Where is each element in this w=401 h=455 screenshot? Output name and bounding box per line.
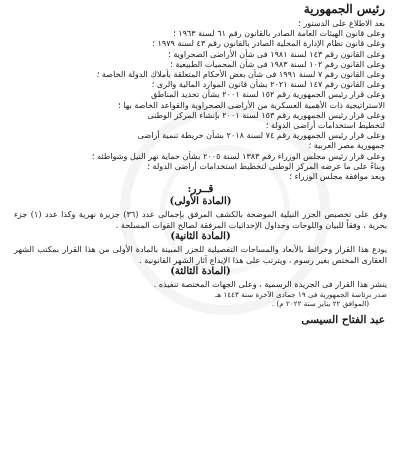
- article-text: ينشر هذا القرار فى الجريدة الرسمية ، وعلى الجهات المختصة تنفيذه .: [153, 279, 387, 290]
- preamble-line: بعد الاطلاع على الدستور ؛: [298, 18, 385, 28]
- preamble: [14, 18, 387, 181]
- article-text: وفق على تخصيص الجزر النيلية الموضحة بالكشف المرفق بإجمالى عدد (٣٦) جزيرة نهرية وكذا عدد (١) جزء بحرية ، وفقاً للبيان واللوحات وجداول الإحداثيات المرفقة لصالح القوات المسلحة .: [14, 209, 388, 230]
- decision-heading: قــرر:: [187, 183, 214, 196]
- preamble-line: وعلى القانون رقم ١٤٣ لسنة ١٩٨١ فى شأن الأراضى الصحراوية ؛: [168, 48, 385, 59]
- preamble-line: وعلى القانون رقم ١٠٢ لسنة ١٩٨٣ فى شأن المحميات الطبيعية ؛: [170, 58, 385, 69]
- gregorian-date: (الموافق ٢٢ يناير سنة ٢٠٢٢ م) .: [271, 299, 369, 309]
- preamble-line: وبناءً على ما عرضه المركز الوطنى لتخطيط استخدامات أراضى الدولة ؛: [147, 160, 385, 171]
- preamble-line: وعلى القانون رقم ٧ لسنة ١٩٩١ فى شأن بعض الأحكام المتعلقة بأملاك الدولة الخاصة ؛: [96, 69, 385, 80]
- preamble-line: الاستراتيجية ذات الأهمية العسكرية من الأراضى الصحراوية والقواعد الخاصة بها ؛: [118, 99, 385, 110]
- article-heading: (المادة الثالثة): [170, 266, 231, 278]
- preamble-line: جمهورية مصر العربية ؛: [308, 140, 385, 151]
- preamble-line: وعلى قانون نظام الإدارة المحلية الصادر بالقانون رقم ٤٣ لسنة ١٩٧٩ ؛: [152, 38, 385, 49]
- preamble-line: وعلى القانون رقم ١٤٧ لسنة ٢٠٢١ بشأن قانون الموارد المالية والرى ؛: [151, 79, 385, 90]
- preamble-line: وعلى قرار رئيس الجمهورية رقم ٧٤ لسنة ٢٠١٨ بشأن خريطة تنمية أراضى: [137, 130, 385, 141]
- article-heading: (المادة الثانية): [170, 231, 231, 243]
- preamble-line: لتخطيط استخدامات أراضى الدولة ؛: [265, 120, 385, 131]
- article-3: [14, 266, 387, 309]
- article-2: [14, 231, 387, 265]
- preamble-line: وعلى قرار رئيس الجمهورية رقم ١٥٢ لسنة ٢٠٠١ بشأن تحديد المناطق: [150, 89, 385, 100]
- preamble-line: وبعد موافقة مجلس الوزراء ؛: [289, 171, 385, 182]
- article-text: يودع هذا القرار وخرائط بالأبعاد والمساحات التفصيلية للجزر المبينة بالمادة الأولى من هذا القرار بمكتب الشهر العقارى المختص بغير رسوم ، ويترتب على هذا الإيداع آثار الشهر القانونية .: [14, 244, 387, 265]
- preamble-line: وعلى قرار رئيس الجمهورية رقم ١٥٣ لسنة ٢٠٠١ بإنشاء المركز الوطنى: [147, 109, 385, 120]
- preamble-line: وعلى قرار رئيس مجلس الوزراء رقم ١٣٨٣ لسنة ٢٠٠٥ بشأن حماية نهر النيل وشواطئه ؛: [91, 150, 385, 161]
- preamble-line: وعلى قانون الهيئات العامة الصادر بالقانون رقم ٦١ لسنة ١٩٦٣ ؛: [173, 28, 385, 39]
- issue-date: صدر برئاسة الجمهورية فى ١٩ جمادى الآخرة سنة ١٤٤٣ هـ: [215, 289, 387, 299]
- article-heading: (المادة الأولى): [169, 196, 232, 208]
- article-1: [14, 196, 387, 230]
- signature-name: عبد الفتاح السيسى: [301, 313, 385, 326]
- decree-issuer-title: رئيس الجمهورية: [303, 2, 385, 16]
